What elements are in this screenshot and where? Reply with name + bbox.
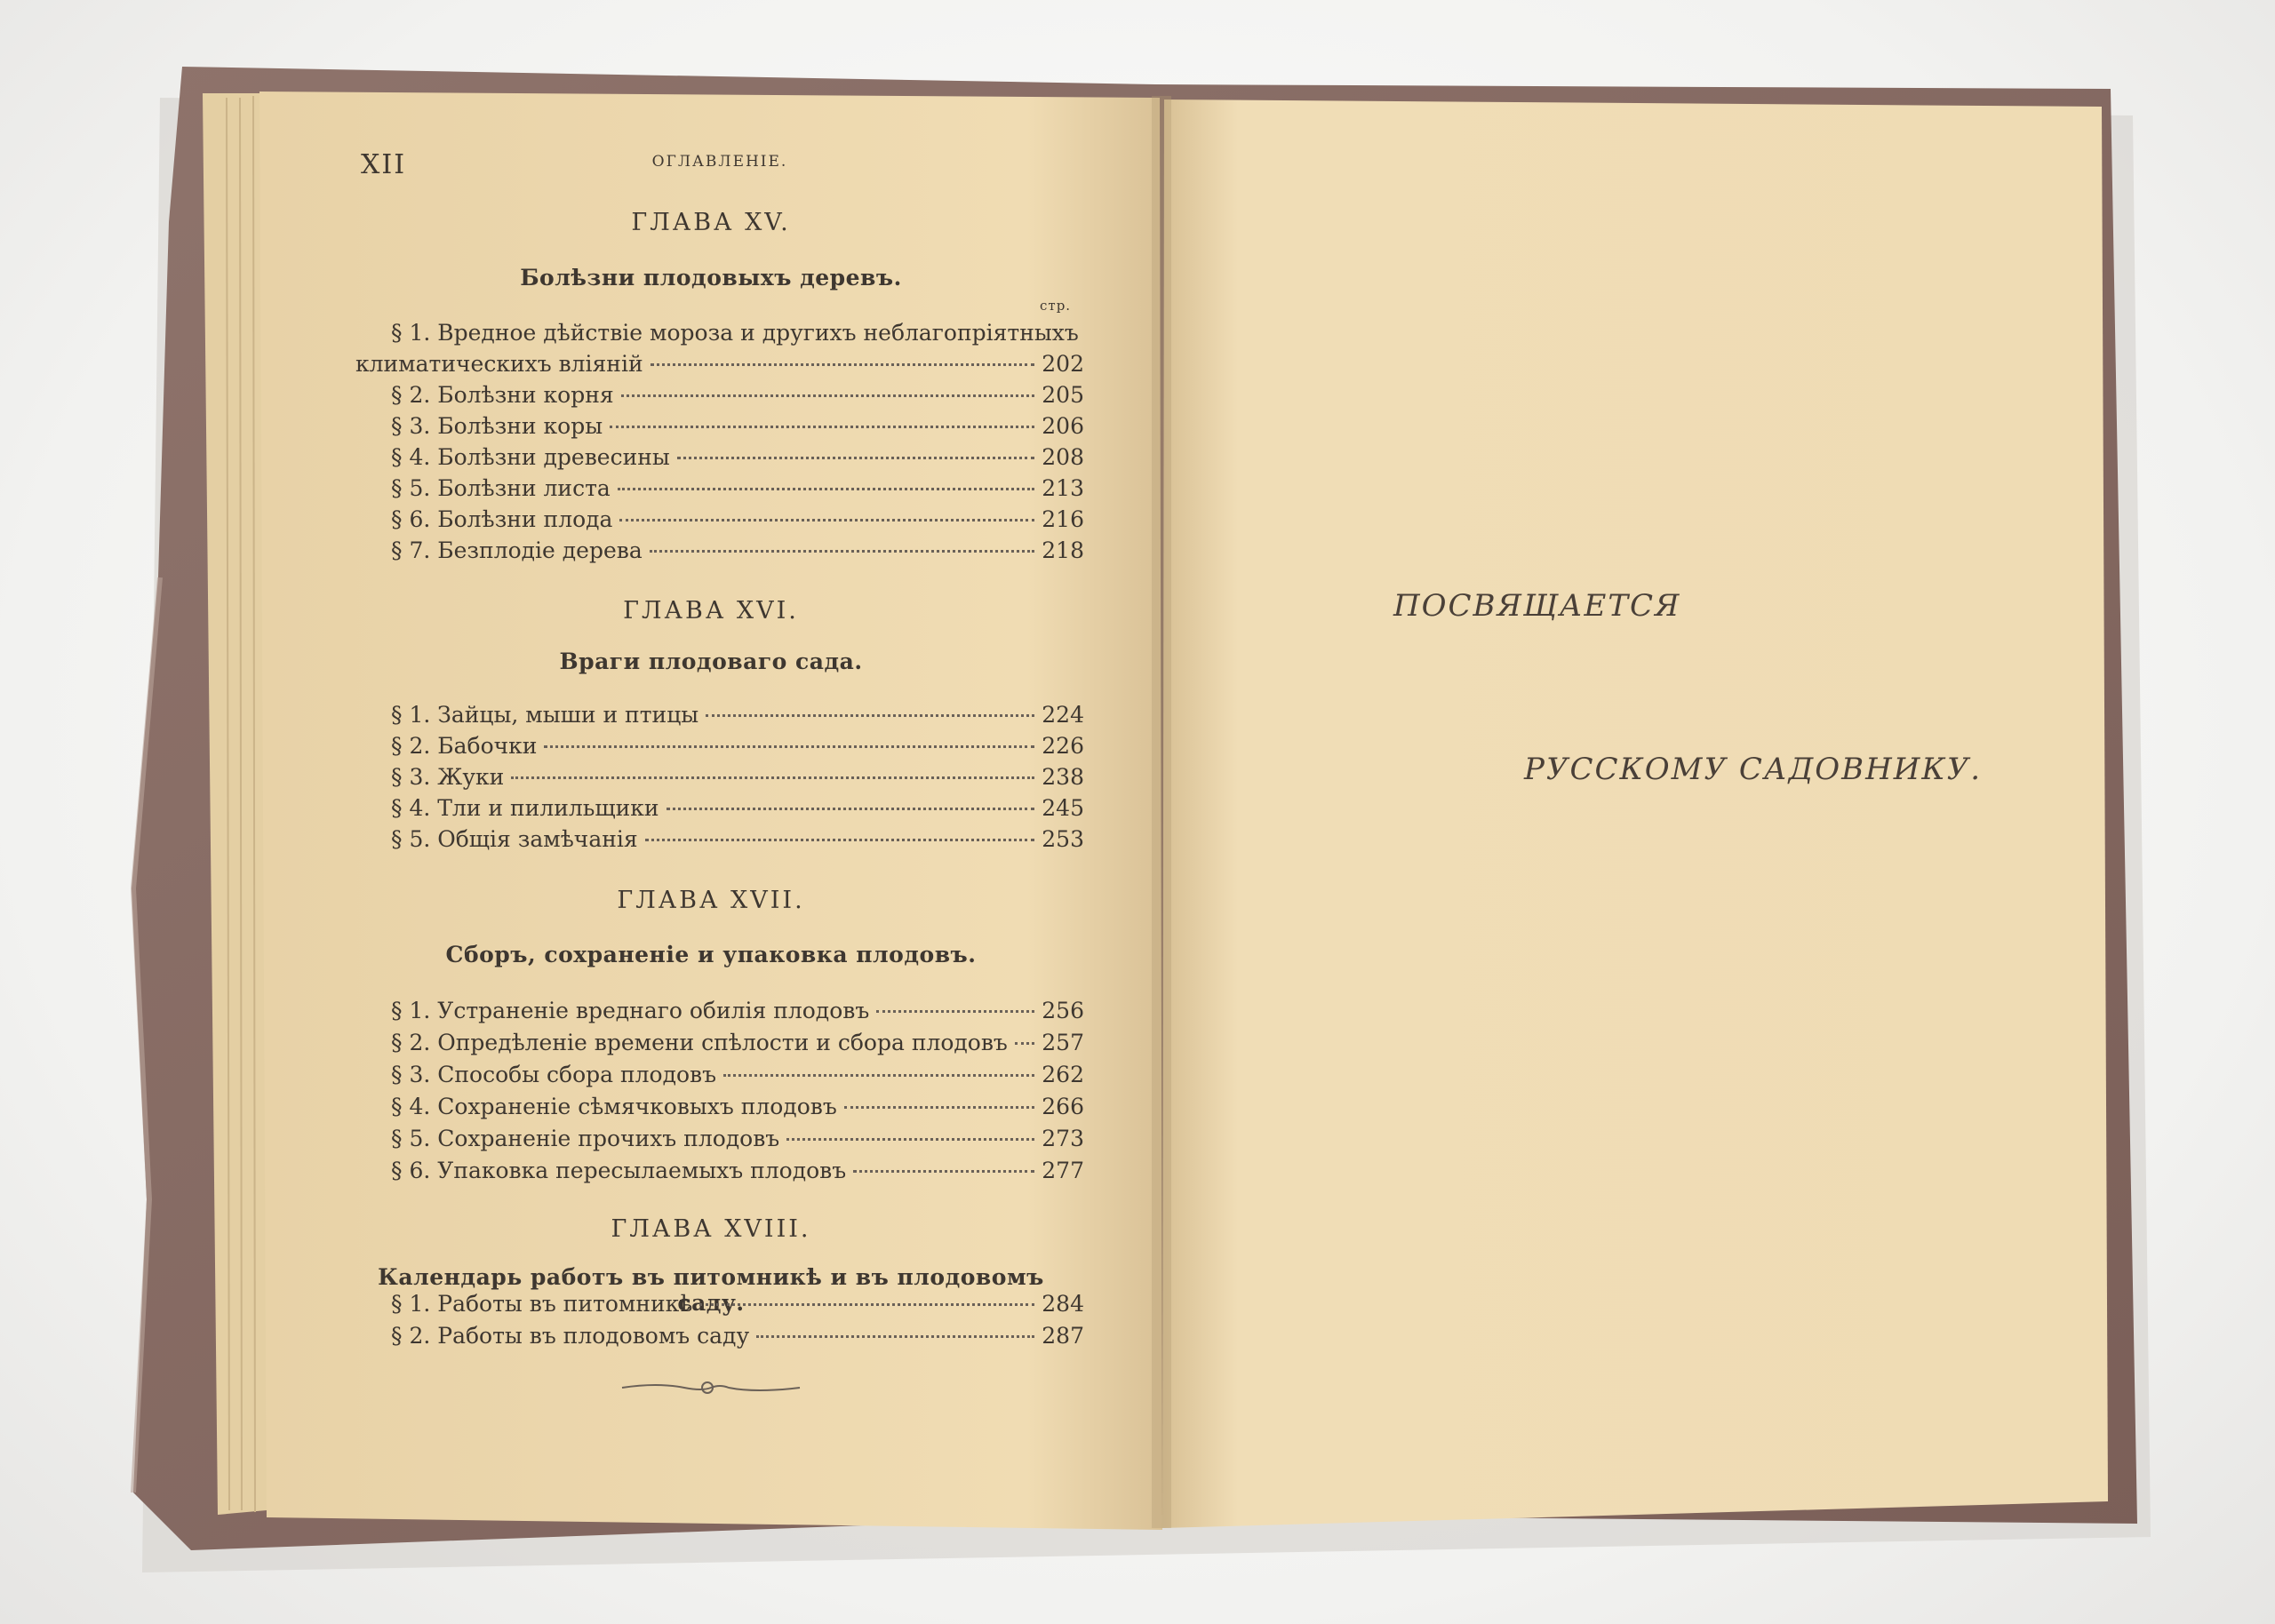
toc-entry: § 1. Работы въ питомникѣ 284 — [391, 1291, 1084, 1317]
toc-entry: § 1. Зайцы, мыши и птицы 224 — [391, 702, 1084, 728]
chapter-title: Враги плодоваго сада. — [559, 649, 863, 674]
dedication-line-1: ПОСВЯЩАЕТСЯ — [1393, 588, 1681, 624]
toc-entry: § 5. Сохраненіе прочихъ плодовъ 273 — [391, 1126, 1084, 1151]
toc-entry: § 5. Общія замѣчанія 253 — [391, 826, 1084, 852]
toc-entry: § 6. Болѣзни плода 216 — [391, 506, 1084, 532]
chapter-title: Сборъ, сохраненіе и упаковка плодовъ. — [445, 942, 977, 967]
toc-entry: § 7. Безплодіе дерева 218 — [391, 537, 1084, 563]
chapter-title: Болѣзни плодовыхъ деревъ. — [520, 265, 902, 291]
toc-entry: § 3. Способы сбора плодовъ 262 — [391, 1062, 1084, 1087]
toc-entry: § 3. Болѣзни коры 206 — [391, 413, 1084, 439]
toc-entry: § 2. Работы въ плодовомъ саду 287 — [391, 1323, 1084, 1349]
toc-entry: § 2. Болѣзни корня 205 — [391, 382, 1084, 408]
toc-entry: § 4. Сохраненіе сѣмячковыхъ плодовъ 266 — [391, 1094, 1084, 1119]
running-head — [347, 142, 1093, 178]
chapter-label: ГЛАВА XVII. — [617, 887, 805, 914]
dedication-line-2: РУССКОМУ САДОВНИКУ. — [1524, 752, 1983, 787]
chapter-label: ГЛАВА XVIII. — [611, 1215, 811, 1243]
right-page — [1162, 100, 2108, 1528]
chapter-title: Календарь работъ въ питомникѣ и въ плодовомъ саду. — [378, 1264, 1044, 1316]
toc-entry: § 3. Жуки 238 — [391, 764, 1084, 790]
toc-entry-first-line: § 1. Вредное дѣйствіе мороза и другихъ неблагопріятныхъ — [391, 320, 1079, 346]
running-title: ОГЛАВЛЕНІЕ. — [651, 153, 788, 171]
gutter — [1152, 96, 1171, 1528]
toc-entry: § 4. Тли и пилильщики 245 — [391, 795, 1084, 821]
toc-entry: § 6. Упаковка пересылаемыхъ плодовъ 277 — [391, 1158, 1084, 1183]
toc-entry: § 5. Болѣзни листа 213 — [391, 475, 1084, 501]
toc-entry: климатическихъ вліяній 202 — [355, 351, 1084, 377]
page-number: XII — [361, 149, 407, 180]
toc-entry: § 4. Болѣзни древесины 208 — [391, 444, 1084, 470]
chapter-label: ГЛАВА XV. — [631, 209, 791, 236]
toc-entry: § 1. Устраненіе вреднаго обилія плодовъ 256 — [391, 998, 1084, 1023]
page-column-label: стр. — [1040, 298, 1072, 314]
toc-entry: § 2. Бабочки 226 — [391, 733, 1084, 759]
toc-entry: § 2. Опредѣленіе времени спѣлости и сбора плодовъ 257 — [391, 1030, 1084, 1055]
chapter-label: ГЛАВА XVI. — [623, 597, 799, 625]
